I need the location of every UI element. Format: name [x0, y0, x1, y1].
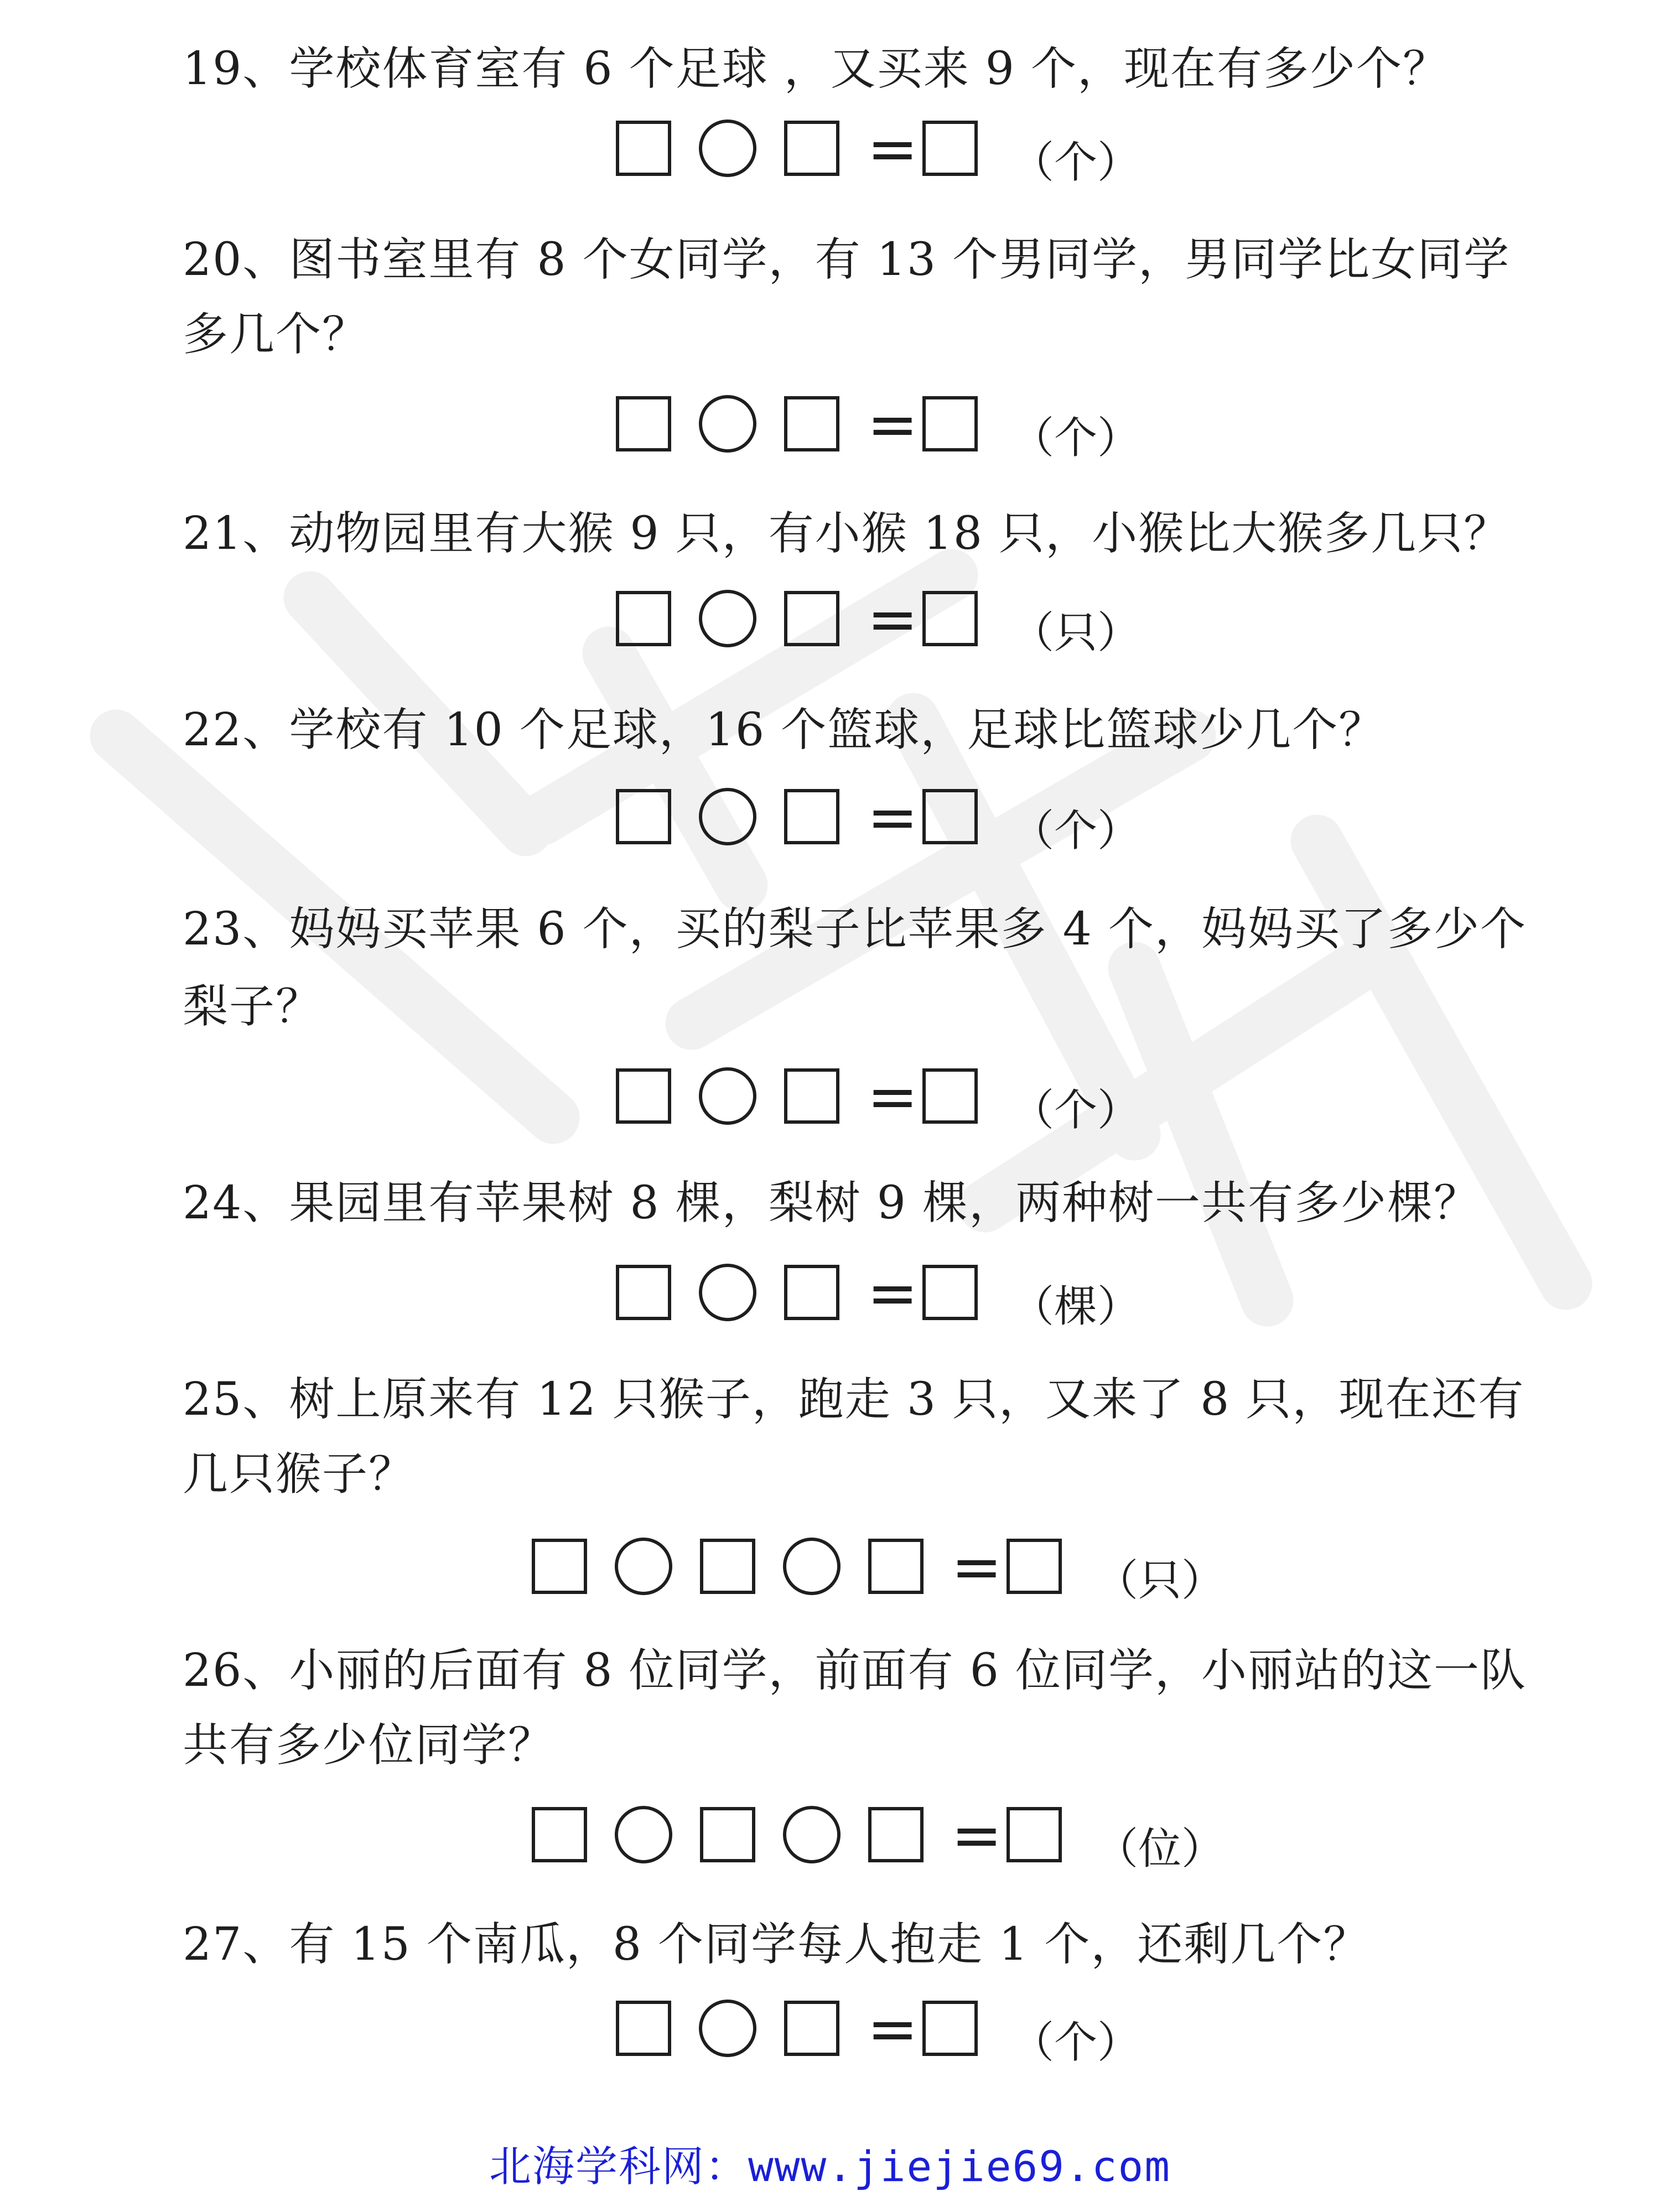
problem-20-text-line: 多几个？ [183, 308, 369, 361]
operator-circle[interactable] [699, 590, 756, 647]
answer-box[interactable] [784, 591, 839, 646]
equals-sign: = [951, 1531, 1003, 1602]
unit-label: （个） [1011, 806, 1141, 856]
operator-circle[interactable] [783, 1806, 841, 1863]
equals-sign: = [867, 1993, 919, 2064]
problem-23-text-line: 梨子？ [183, 980, 323, 1033]
result-box[interactable] [922, 2001, 978, 2056]
result-box[interactable] [922, 591, 978, 646]
result-box[interactable] [922, 1068, 978, 1124]
operator-circle[interactable] [699, 2000, 756, 2057]
answer-box[interactable] [616, 591, 671, 646]
answer-box[interactable] [616, 2001, 671, 2056]
footer [0, 2133, 1660, 2193]
operator-circle[interactable] [699, 1067, 756, 1125]
unit-label: （只） [1011, 608, 1141, 658]
problem-20-text-line: 20、图书室里有 8 个女同学，有 13 个男同学，男同学比女同学 [183, 233, 1511, 286]
problem-22-text-line: 22、学校有 10 个足球，16 个篮球，足球比篮球少几个？ [183, 704, 1386, 756]
unit-label: （个） [1011, 138, 1141, 188]
answer-box[interactable] [784, 121, 839, 176]
result-box[interactable] [922, 121, 978, 176]
result-box[interactable] [922, 1265, 978, 1320]
answer-box[interactable] [532, 1539, 587, 1594]
unit-label: （位） [1095, 1824, 1225, 1874]
operator-circle[interactable] [615, 1538, 672, 1595]
problem-26-text-line: 共有多少位同学？ [183, 1719, 555, 1772]
operator-circle[interactable] [699, 395, 756, 453]
answer-box[interactable] [700, 1807, 755, 1862]
answer-box[interactable] [616, 121, 671, 176]
answer-box[interactable] [700, 1539, 755, 1594]
problem-25-text-line: 几只猴子？ [183, 1448, 416, 1500]
answer-box[interactable] [616, 789, 671, 844]
problem-23-text-line: 23、妈妈买苹果 6 个，买的梨子比苹果多 4 个，妈妈买了多少个 [183, 903, 1527, 956]
unit-label: （个） [1011, 413, 1141, 463]
result-box[interactable] [1007, 1807, 1062, 1862]
unit-label: （个） [1011, 2018, 1141, 2068]
operator-circle[interactable] [699, 120, 756, 177]
answer-box[interactable] [784, 2001, 839, 2056]
footer-site-label: 北海学科网： [489, 2142, 748, 2191]
footer-url[interactable]: www.jiejie69.com [748, 2142, 1171, 2191]
problem-26-text-line: 26、小丽的后面有 8 位同学，前面有 6 位同学，小丽站的这一队 [183, 1644, 1527, 1697]
operator-circle[interactable] [699, 788, 756, 845]
answer-box[interactable] [532, 1807, 587, 1862]
answer-box[interactable] [784, 396, 839, 451]
unit-label: （只） [1095, 1556, 1225, 1606]
operator-circle[interactable] [699, 1264, 756, 1321]
answer-box[interactable] [616, 1265, 671, 1320]
answer-box[interactable] [616, 1068, 671, 1124]
operator-circle[interactable] [615, 1806, 672, 1863]
unit-label: （棵） [1011, 1282, 1141, 1332]
problem-21-text-line: 21、动物园里有大猴 9 只，有小猴 18 只，小猴比大猴多几只？ [183, 507, 1511, 560]
result-box[interactable] [922, 396, 978, 451]
equals-sign: = [867, 584, 919, 655]
answer-box[interactable] [784, 789, 839, 844]
answer-box[interactable] [868, 1539, 924, 1594]
answer-box[interactable] [784, 1068, 839, 1124]
equals-sign: = [867, 389, 919, 460]
equals-sign: = [867, 782, 919, 853]
problem-27-text-line: 27、有 15 个南瓜，8 个同学每人抱走 1 个，还剩几个？ [183, 1918, 1370, 1971]
unit-label: （个） [1011, 1086, 1141, 1135]
equals-sign: = [951, 1800, 1003, 1871]
operator-circle[interactable] [783, 1538, 841, 1595]
result-box[interactable] [1007, 1539, 1062, 1594]
equals-sign: = [867, 1258, 919, 1328]
problem-19-text-line: 19、学校体育室有 6 个足球 ，又买来 9 个，现在有多少个？ [183, 43, 1450, 95]
problem-25-text-line: 25、树上原来有 12 只猴子，跑走 3 只，又来了 8 只，现在还有 [183, 1373, 1525, 1426]
problem-24-text-line: 24、果园里有苹果树 8 棵，梨树 9 棵，两种树一共有多少棵？ [183, 1177, 1480, 1229]
answer-box[interactable] [868, 1807, 924, 1862]
result-box[interactable] [922, 789, 978, 844]
equals-sign: = [867, 113, 919, 184]
answer-box[interactable] [616, 396, 671, 451]
answer-box[interactable] [784, 1265, 839, 1320]
equals-sign: = [867, 1061, 919, 1132]
